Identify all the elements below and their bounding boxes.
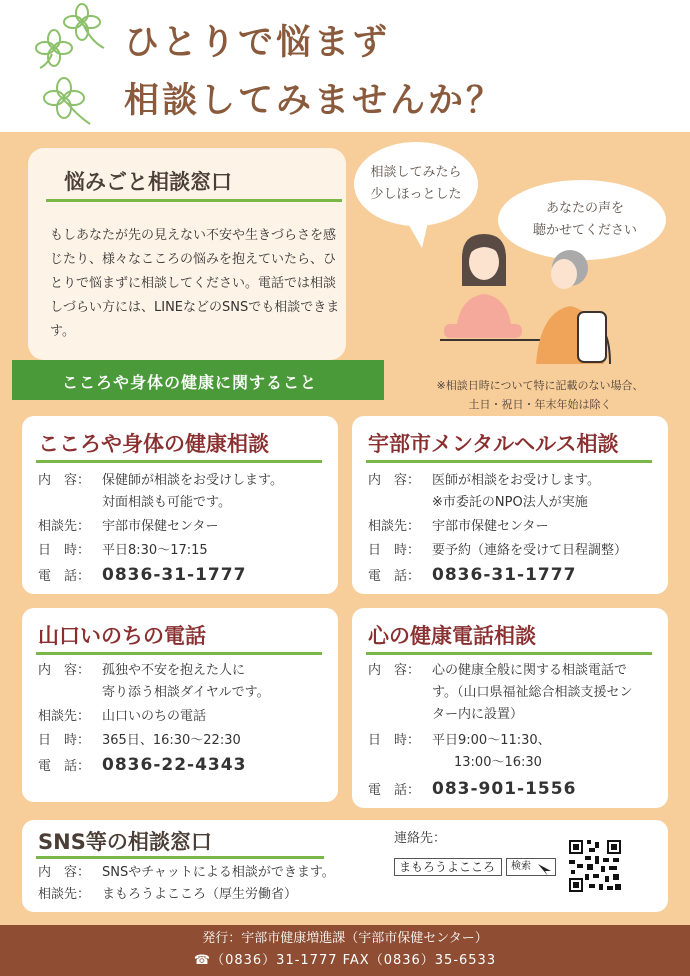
row-phone: 電 話： 083-901-1556	[368, 779, 577, 799]
row-place: 相談先： まもろうよこころ（厚生労働省）	[38, 887, 298, 902]
publisher: 発行：宇部市健康増進課（宇部市保健センター）	[202, 931, 488, 946]
row-time: 日 時： 平日9:00〜11:30、	[368, 733, 551, 748]
row-phone: 電 話： 0836-22-4343	[38, 755, 247, 775]
card-title: こころや身体の健康相談	[38, 432, 269, 456]
card-title: 山口いのちの電話	[38, 624, 206, 648]
phone-number[interactable]: 0836-22-4343	[102, 755, 247, 775]
intro-title: 悩みごと相談窓口	[64, 170, 232, 194]
divider	[36, 856, 324, 859]
row-time: 日 時： 平日8:30〜17:15	[38, 543, 208, 558]
contact-label: 連絡先：	[394, 831, 447, 846]
row-content: 内 容： 保健師が相談をお受けします。	[38, 473, 283, 488]
row-content-2: す。（山口県福祉総合相談支援セン	[432, 685, 633, 700]
cursor-icon	[537, 863, 553, 877]
row-phone: 電 話： 0836-31-1777	[38, 565, 247, 585]
row-content-2: 対面相談も可能です。	[102, 495, 231, 510]
contact-numbers: ☎（0836）31-1777 FAX（0836）35-6533	[193, 953, 497, 968]
page-title: ひとりで悩まず 相談してみませんか？	[124, 23, 505, 121]
divider	[36, 460, 322, 463]
row-time: 日 時： 要予約（連絡を受けて日程調整）	[368, 543, 628, 558]
row-time: 日 時： 365日、16:30〜22:30	[38, 733, 241, 748]
card-inochi-no-denwa	[22, 608, 338, 802]
note-text: ※相談日時について特に記載のない場合、 土日・祝日・年末年始は除く	[436, 379, 644, 411]
phone-number[interactable]: 083-901-1556	[432, 779, 577, 799]
row-content-2: 寄り添う相談ダイヤルです。	[102, 685, 270, 700]
row-time-2: 13:00〜16:30	[454, 755, 542, 770]
speech-bubble-left: 相談してみたら 少しほっとした	[370, 165, 462, 202]
search-input[interactable]: まもろうよこころ	[394, 858, 502, 876]
row-place: 相談先： 宇部市保健センター	[38, 519, 219, 534]
clover-icon	[20, 0, 130, 130]
intro-text: もしあなたが先の見えない不安や生きづらさを感じたり、様々なこころの悩みを抱えていたら、ひとりで悩まずに相談してください。電話では相談しづらい方には、LINEなどのSNSでも相談できます。	[50, 228, 340, 339]
card-title: 宇部市メンタルヘルス相談	[368, 432, 619, 456]
row-content: 内 容： 心の健康全般に関する相談電話で	[368, 663, 628, 678]
divider	[366, 652, 652, 655]
row-place: 相談先： 山口いのちの電話	[38, 709, 207, 724]
card-kokoro-denwa	[352, 608, 668, 808]
phone-number[interactable]: 0836-31-1777	[432, 565, 577, 585]
card-sns	[22, 820, 668, 912]
row-phone: 電 話： 0836-31-1777	[368, 565, 577, 585]
phone-number[interactable]: 0836-31-1777	[102, 565, 247, 585]
main-section	[0, 132, 690, 925]
divider	[36, 652, 322, 655]
row-content: 内 容： 医師が相談をお受けします。	[368, 473, 600, 488]
card-kokoro-karada	[22, 416, 338, 594]
row-content-2: ※市委託のNPO法人が実施	[432, 495, 588, 510]
search-button[interactable]: 検索	[506, 858, 556, 876]
card-title: SNS等の相談窓口	[38, 830, 212, 854]
qr-code-icon	[567, 838, 623, 894]
row-content: 内 容： 孤独や不安を抱えた人に	[38, 663, 246, 678]
speech-bubble-right: あなたの声を 聴かせてください	[532, 201, 637, 238]
row-content: 内 容： SNSやチャットによる相談ができます。	[38, 865, 335, 880]
section-band: こころや身体の健康に関すること	[12, 360, 384, 400]
people-illustration	[440, 228, 620, 368]
header	[0, 0, 690, 132]
card-title: 心の健康電話相談	[368, 624, 536, 648]
card-mental-health	[352, 416, 668, 594]
intro-panel	[28, 148, 346, 360]
footer	[0, 925, 690, 976]
row-content-3: ター内に設置）	[432, 707, 524, 722]
row-place: 相談先： 宇部市保健センター	[368, 519, 549, 534]
divider	[46, 199, 342, 202]
divider	[366, 460, 652, 463]
